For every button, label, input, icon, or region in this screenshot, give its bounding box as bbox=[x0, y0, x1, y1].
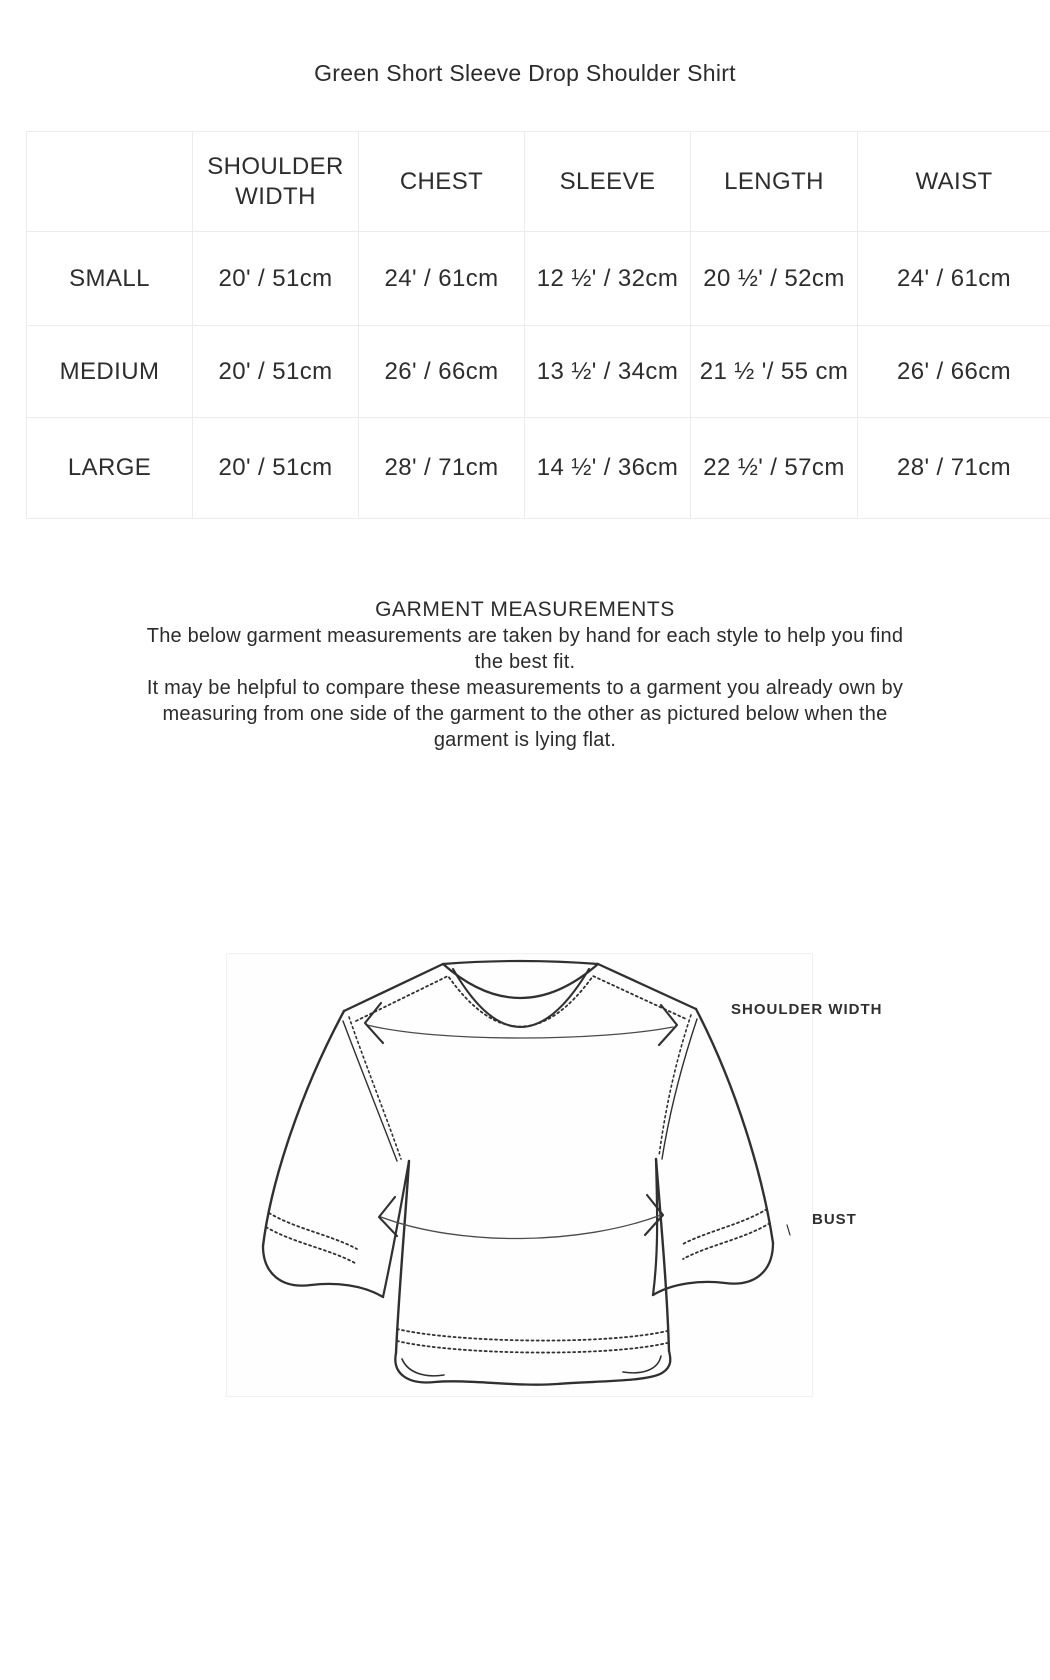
small-chest-value: 24' / 61cm bbox=[359, 232, 525, 326]
garment-measurements-paragraph-2: It may be helpful to compare these measurements to a garment you already own by measuring from one side of the garment to the other as pictured below when the garment is lying flat. bbox=[146, 677, 904, 751]
medium-shoulder-width-value: 20' / 51cm bbox=[193, 326, 359, 418]
size-table-header-shoulder-width: SHOULDER WIDTH bbox=[193, 132, 359, 232]
large-length-value: 22 ½' / 57cm bbox=[691, 418, 858, 518]
garment-measurements-heading: GARMENT MEASUREMENTS bbox=[375, 598, 675, 621]
large-shoulder-width-value: 20' / 51cm bbox=[193, 418, 359, 518]
large-sleeve-value: 14 ½' / 36cm bbox=[525, 418, 691, 518]
tshirt-line-drawing bbox=[227, 954, 812, 1396]
bust-label: BUST bbox=[812, 1211, 857, 1228]
small-length-value: 20 ½' / 52cm bbox=[691, 232, 858, 326]
size-table-header-sleeve: SLEEVE bbox=[525, 132, 691, 232]
garment-measurements-paragraph-1: The below garment measurements are taken by hand for each style to help you find the best fit. bbox=[146, 625, 904, 673]
small-shoulder-width-value: 20' / 51cm bbox=[193, 232, 359, 326]
size-row-label-medium: MEDIUM bbox=[27, 326, 193, 418]
size-table-header-empty bbox=[27, 132, 193, 232]
size-row-label-small: SMALL bbox=[27, 232, 193, 326]
small-waist-value: 24' / 61cm bbox=[858, 232, 1050, 326]
garment-diagram-box bbox=[226, 953, 813, 1397]
large-chest-value: 28' / 71cm bbox=[359, 418, 525, 518]
medium-waist-value: 26' / 66cm bbox=[858, 326, 1050, 418]
size-table-header-waist: WAIST bbox=[858, 132, 1050, 232]
medium-sleeve-value: 13 ½' / 34cm bbox=[525, 326, 691, 418]
shoulder-width-label: SHOULDER WIDTH bbox=[731, 1001, 883, 1018]
medium-chest-value: 26' / 66cm bbox=[359, 326, 525, 418]
size-table bbox=[26, 131, 1050, 519]
size-row-label-large: LARGE bbox=[27, 418, 193, 518]
medium-length-value: 21 ½ '/ 55 cm bbox=[691, 326, 858, 418]
page-title: Green Short Sleeve Drop Shoulder Shirt bbox=[314, 60, 736, 86]
garment-measurements-section bbox=[130, 597, 920, 753]
large-waist-value: 28' / 71cm bbox=[897, 454, 1011, 481]
size-table-header-length: LENGTH bbox=[691, 132, 858, 232]
small-sleeve-value: 12 ½' / 32cm bbox=[525, 232, 691, 326]
size-table-header-chest: CHEST bbox=[359, 132, 525, 232]
